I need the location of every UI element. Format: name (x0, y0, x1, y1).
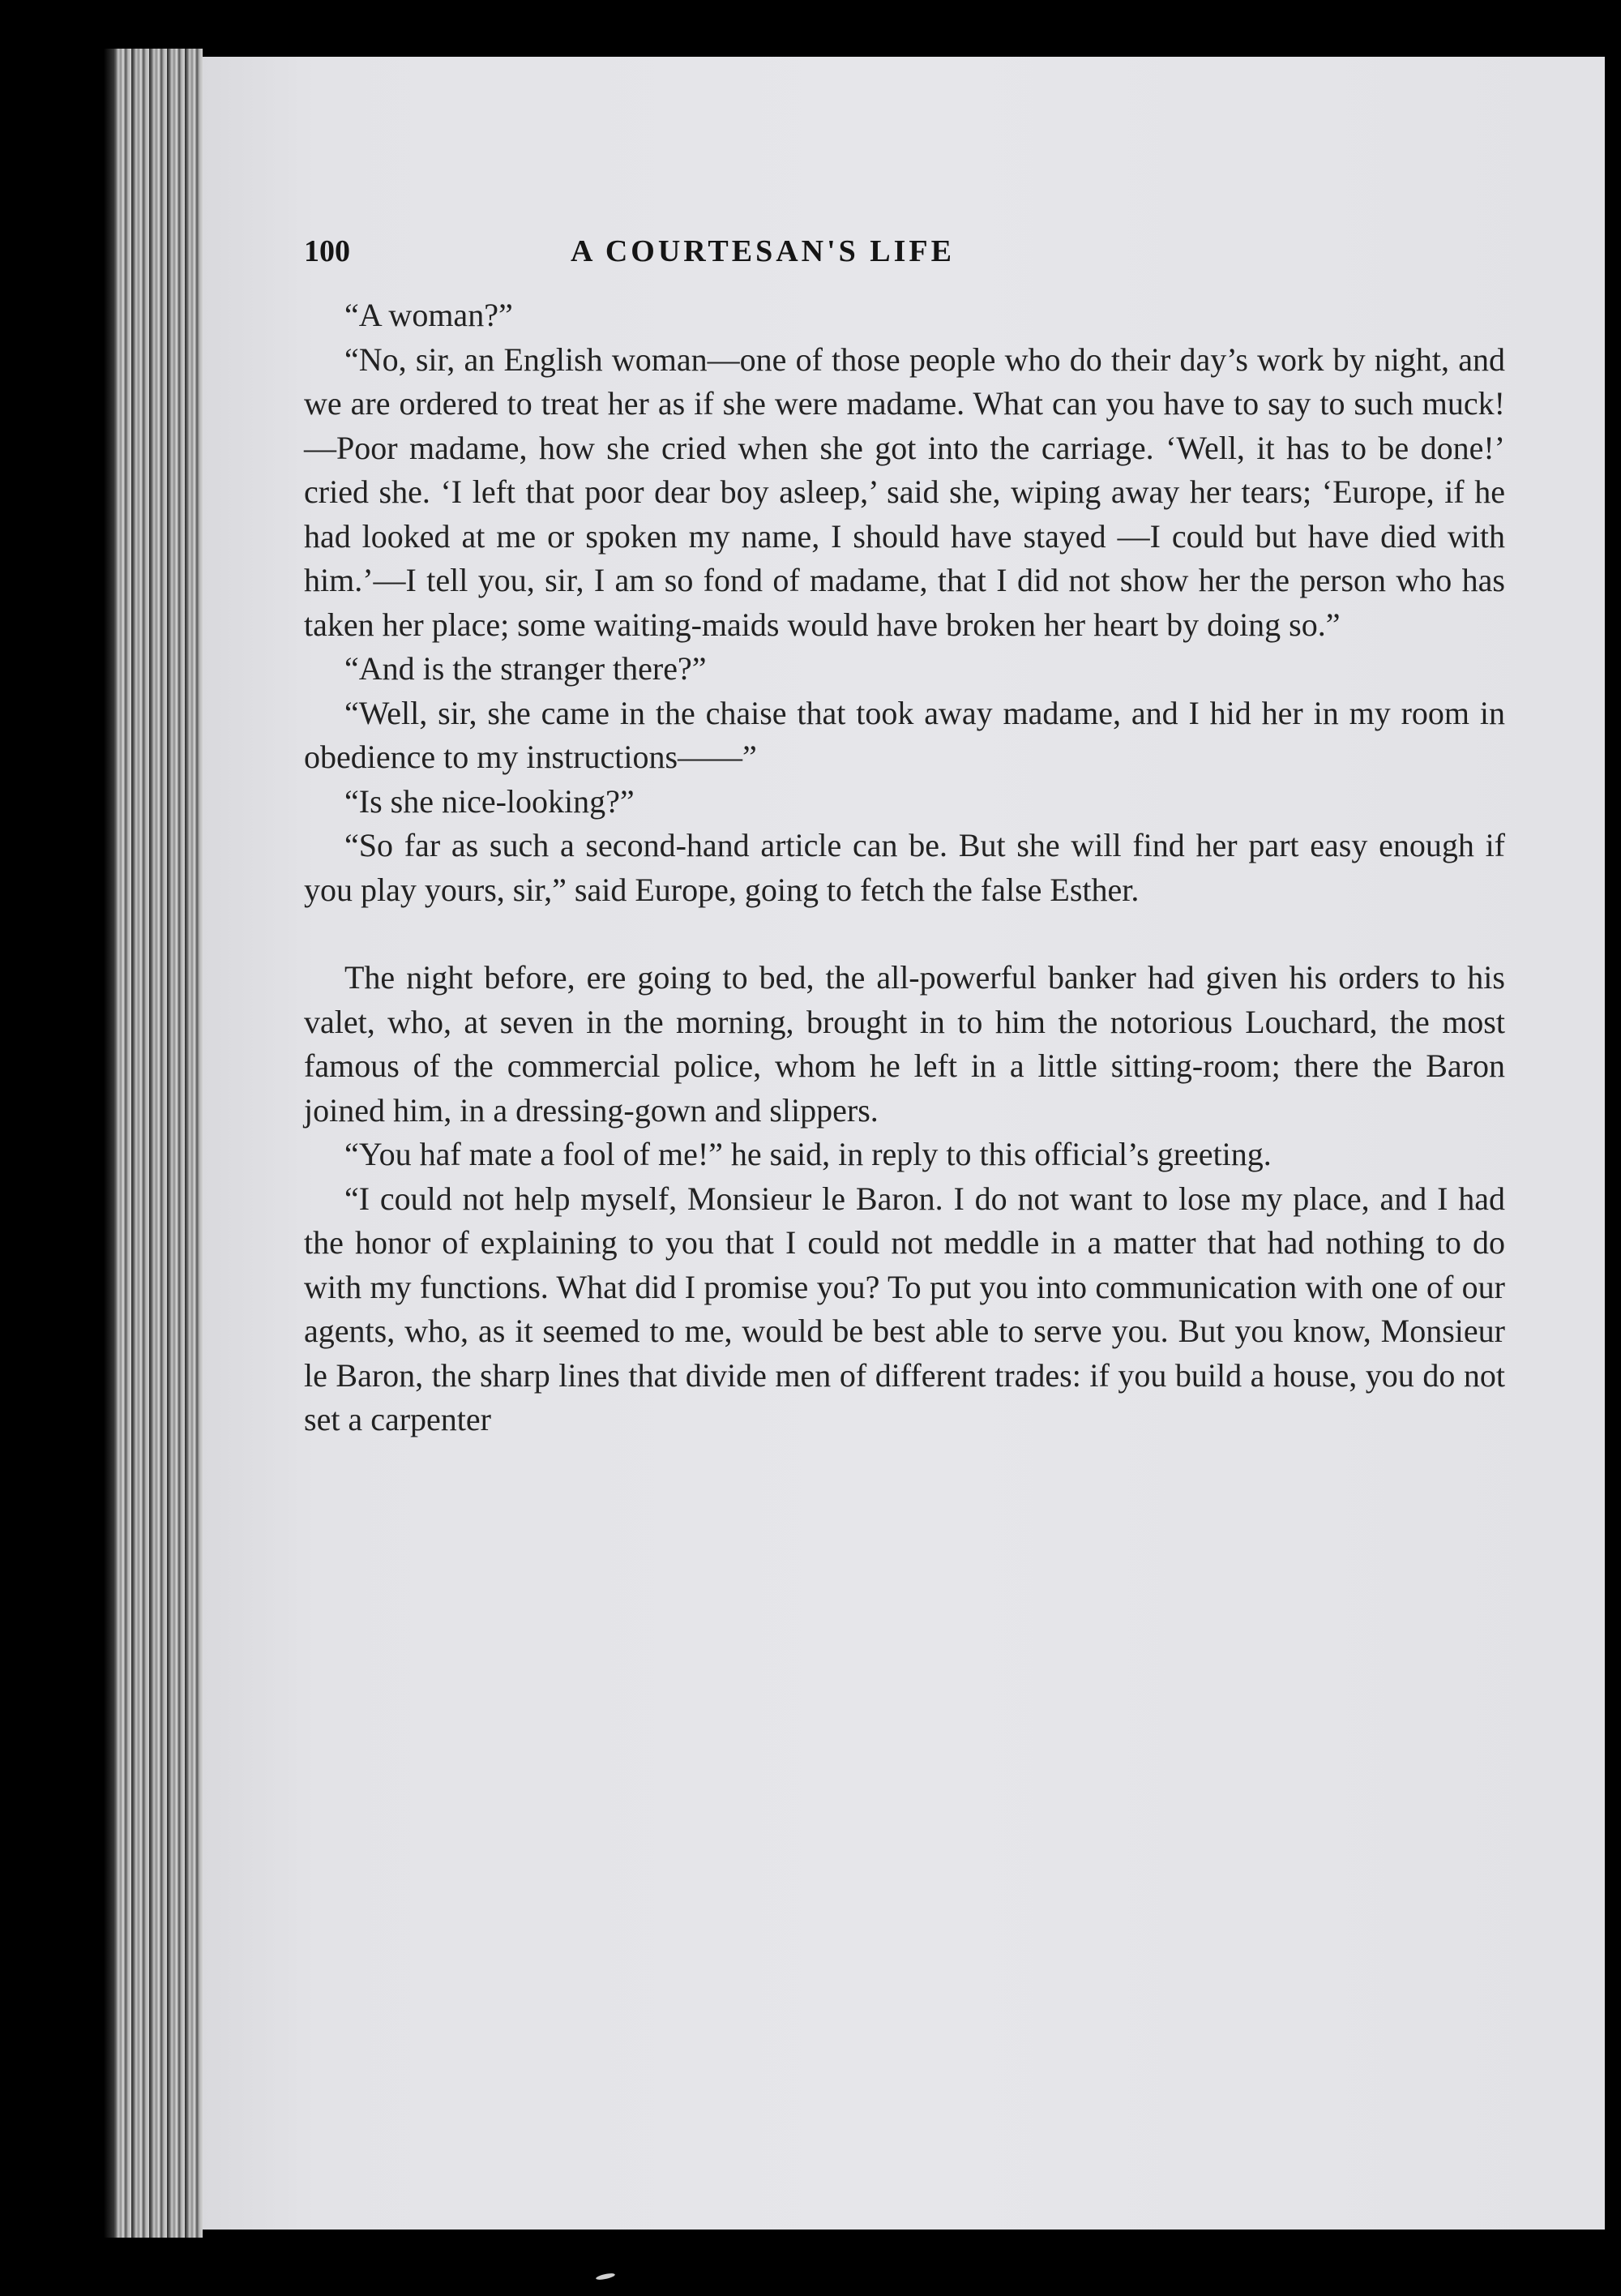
paragraph: “And is the stranger there?” (344, 650, 707, 687)
book-page-edges (113, 49, 203, 2238)
paragraph: “I could not help myself, Monsieur le Baron. I do not want to lose my place, and I had the honor of explaining to you that I could not meddle in a matter that had nothing to do with my functions. What did I promise you? To put you into communication with one of our agents, who, as it seemed to me, would be best able to serve you. But you know, Monsieur le Baron, the sharp lines that divide men of different trades: if you build a house, you do not set a carpenter (304, 1180, 1505, 1437)
page-number: 100 (304, 234, 350, 268)
running-head (304, 233, 1221, 272)
paragraph: The night before, ere going to bed, the all-powerful banker had given his orders to his valet, who, at seven in the morning, brought in to him the notorious Louchard, the most famous of the commercial police, whom he left in a little sitting-room; there the Baron joined him, in a dressing-gown and slippers. (304, 959, 1505, 1129)
scan-speck (596, 2272, 616, 2281)
running-title: A COURTESAN'S LIFE (571, 234, 955, 268)
paragraph: “No, sir, an English woman—one of those people who do their day’s work by night, and we are ordered to treat her as if she were madame. What can you have to say to such muck! —Poor madame, how she cried when she got into the carriage. ‘Well, it has to be done!’ cried she. ‘I left that poor dear boy asleep,’ said she, wiping away her tears; ‘Europe, if he had looked at me or spoken my name, I should have stayed —I could but have died with him.’—I tell you, sir, I am so fond of madame, that I did not show her the person who has taken her place; some waiting-maids would have broken her heart by doing so.” (304, 341, 1505, 643)
section-break (304, 912, 1505, 956)
paragraph: “A woman?” (344, 297, 513, 333)
body-text (304, 293, 1505, 1442)
paragraph: “Well, sir, she came in the chaise that took away madame, and I hid her in my room in obedience to my instructions——” (304, 694, 1505, 775)
paragraph: “Is she nice-looking?” (344, 782, 635, 820)
paragraph: “You haf mate a fool of me!” he said, in reply to this official’s greeting. (344, 1136, 1272, 1172)
paragraph: “So far as such a second-hand article can be. But she will find her part easy enough if you play yours, sir,” said Europe, going to fetch the false Esther. (304, 827, 1505, 908)
